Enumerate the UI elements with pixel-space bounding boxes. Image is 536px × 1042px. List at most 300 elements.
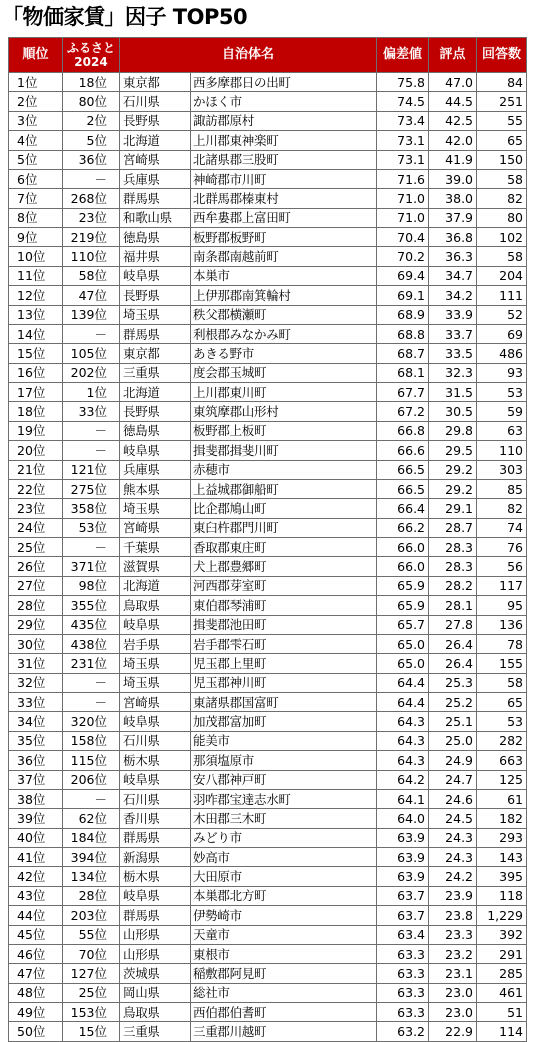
cell-prefecture: 兵庫県 bbox=[120, 460, 191, 479]
table-row bbox=[9, 1003, 527, 1022]
cell-responses: 65 bbox=[477, 693, 527, 712]
cell-score: 33.5 bbox=[429, 344, 477, 363]
cell-prefecture: 埼玉県 bbox=[120, 499, 191, 518]
table-row bbox=[9, 499, 527, 518]
table-body bbox=[9, 73, 527, 1042]
cell-prefecture: 山形県 bbox=[120, 944, 191, 963]
cell-municipality: 西多摩郡日の出町 bbox=[191, 73, 377, 92]
cell-furusato-rank: 58位 bbox=[63, 266, 120, 285]
cell-score: 27.8 bbox=[429, 615, 477, 634]
cell-deviation: 65.9 bbox=[377, 596, 429, 615]
cell-score: 24.2 bbox=[429, 867, 477, 886]
cell-responses: 95 bbox=[477, 596, 527, 615]
cell-deviation: 64.3 bbox=[377, 731, 429, 750]
cell-municipality: 岩手郡雫石町 bbox=[191, 634, 377, 653]
cell-responses: 155 bbox=[477, 654, 527, 673]
cell-prefecture: 栃木県 bbox=[120, 867, 191, 886]
cell-responses: 392 bbox=[477, 925, 527, 944]
cell-score: 26.4 bbox=[429, 654, 477, 673]
cell-prefecture: 和歌山県 bbox=[120, 208, 191, 227]
cell-municipality: 河西郡芽室町 bbox=[191, 576, 377, 595]
cell-responses: 282 bbox=[477, 731, 527, 750]
cell-municipality: 南条郡南越前町 bbox=[191, 247, 377, 266]
table-row bbox=[9, 131, 527, 150]
cell-furusato-rank: 33位 bbox=[63, 402, 120, 421]
cell-deviation: 66.0 bbox=[377, 557, 429, 576]
cell-furusato-rank: 25位 bbox=[63, 983, 120, 1002]
cell-deviation: 63.9 bbox=[377, 867, 429, 886]
cell-rank: 48位 bbox=[9, 983, 63, 1002]
header-deviation: 偏差値 bbox=[377, 38, 429, 73]
cell-responses: 84 bbox=[477, 73, 527, 92]
cell-furusato-rank: 62位 bbox=[63, 809, 120, 828]
cell-municipality: 稲敷郡阿見町 bbox=[191, 964, 377, 983]
table-row bbox=[9, 460, 527, 479]
cell-municipality: 西牟婁郡上富田町 bbox=[191, 208, 377, 227]
cell-responses: 251 bbox=[477, 92, 527, 111]
cell-responses: 74 bbox=[477, 518, 527, 537]
cell-prefecture: 石川県 bbox=[120, 92, 191, 111]
cell-furusato-rank: － bbox=[63, 693, 120, 712]
cell-deviation: 63.2 bbox=[377, 1022, 429, 1041]
cell-furusato-rank: － bbox=[63, 673, 120, 692]
cell-furusato-rank: 202位 bbox=[63, 363, 120, 382]
cell-rank: 31位 bbox=[9, 654, 63, 673]
cell-deviation: 64.3 bbox=[377, 712, 429, 731]
cell-municipality: 犬上郡豊郷町 bbox=[191, 557, 377, 576]
cell-rank: 37位 bbox=[9, 770, 63, 789]
cell-prefecture: 徳島県 bbox=[120, 421, 191, 440]
table-row bbox=[9, 266, 527, 285]
cell-score: 28.7 bbox=[429, 518, 477, 537]
cell-deviation: 66.6 bbox=[377, 441, 429, 460]
cell-deviation: 63.7 bbox=[377, 886, 429, 905]
cell-municipality: 三重郡川越町 bbox=[191, 1022, 377, 1041]
cell-responses: 56 bbox=[477, 557, 527, 576]
cell-responses: 82 bbox=[477, 499, 527, 518]
cell-deviation: 64.0 bbox=[377, 809, 429, 828]
table-row bbox=[9, 751, 527, 770]
cell-deviation: 65.0 bbox=[377, 654, 429, 673]
table-row bbox=[9, 111, 527, 130]
cell-deviation: 67.2 bbox=[377, 402, 429, 421]
cell-deviation: 68.7 bbox=[377, 344, 429, 363]
header-municipality: 自治体名 bbox=[120, 38, 377, 73]
cell-deviation: 64.1 bbox=[377, 789, 429, 808]
cell-municipality: 那須塩原市 bbox=[191, 751, 377, 770]
cell-deviation: 68.1 bbox=[377, 363, 429, 382]
cell-deviation: 69.1 bbox=[377, 286, 429, 305]
cell-municipality: 北群馬郡榛東村 bbox=[191, 189, 377, 208]
cell-furusato-rank: 203位 bbox=[63, 906, 120, 925]
table-row bbox=[9, 886, 527, 905]
cell-score: 23.9 bbox=[429, 886, 477, 905]
cell-prefecture: 兵庫県 bbox=[120, 169, 191, 188]
cell-prefecture: 群馬県 bbox=[120, 906, 191, 925]
cell-rank: 12位 bbox=[9, 286, 63, 305]
cell-deviation: 70.2 bbox=[377, 247, 429, 266]
cell-responses: 76 bbox=[477, 538, 527, 557]
cell-prefecture: 滋賀県 bbox=[120, 557, 191, 576]
cell-score: 28.1 bbox=[429, 596, 477, 615]
cell-municipality: 揖斐郡揖斐川町 bbox=[191, 441, 377, 460]
cell-score: 34.7 bbox=[429, 266, 477, 285]
cell-municipality: 大田原市 bbox=[191, 867, 377, 886]
cell-rank: 21位 bbox=[9, 460, 63, 479]
cell-score: 28.3 bbox=[429, 538, 477, 557]
cell-responses: 58 bbox=[477, 673, 527, 692]
cell-deviation: 65.9 bbox=[377, 576, 429, 595]
table-row bbox=[9, 712, 527, 731]
cell-municipality: 諏訪郡原村 bbox=[191, 111, 377, 130]
cell-prefecture: 香川県 bbox=[120, 809, 191, 828]
cell-rank: 4位 bbox=[9, 131, 63, 150]
cell-responses: 486 bbox=[477, 344, 527, 363]
cell-furusato-rank: 28位 bbox=[63, 886, 120, 905]
cell-responses: 395 bbox=[477, 867, 527, 886]
cell-deviation: 63.7 bbox=[377, 906, 429, 925]
table-row bbox=[9, 925, 527, 944]
cell-prefecture: 千葉県 bbox=[120, 538, 191, 557]
cell-furusato-rank: 371位 bbox=[63, 557, 120, 576]
cell-score: 26.4 bbox=[429, 634, 477, 653]
cell-furusato-rank: 121位 bbox=[63, 460, 120, 479]
cell-rank: 50位 bbox=[9, 1022, 63, 1041]
cell-responses: 182 bbox=[477, 809, 527, 828]
cell-furusato-rank: 355位 bbox=[63, 596, 120, 615]
cell-rank: 7位 bbox=[9, 189, 63, 208]
table-row bbox=[9, 867, 527, 886]
cell-furusato-rank: 435位 bbox=[63, 615, 120, 634]
cell-prefecture: 埼玉県 bbox=[120, 654, 191, 673]
cell-score: 31.5 bbox=[429, 383, 477, 402]
cell-responses: 63 bbox=[477, 421, 527, 440]
cell-responses: 136 bbox=[477, 615, 527, 634]
table-row bbox=[9, 538, 527, 557]
cell-score: 23.0 bbox=[429, 983, 477, 1002]
cell-deviation: 75.8 bbox=[377, 73, 429, 92]
cell-score: 28.2 bbox=[429, 576, 477, 595]
cell-deviation: 64.4 bbox=[377, 693, 429, 712]
cell-furusato-rank: 110位 bbox=[63, 247, 120, 266]
table-row bbox=[9, 964, 527, 983]
table-row bbox=[9, 479, 527, 498]
table-row bbox=[9, 363, 527, 382]
cell-rank: 9位 bbox=[9, 228, 63, 247]
cell-furusato-rank: 358位 bbox=[63, 499, 120, 518]
cell-score: 36.3 bbox=[429, 247, 477, 266]
cell-deviation: 66.0 bbox=[377, 538, 429, 557]
cell-furusato-rank: － bbox=[63, 789, 120, 808]
cell-rank: 27位 bbox=[9, 576, 63, 595]
header-furusato bbox=[63, 38, 120, 73]
cell-deviation: 63.4 bbox=[377, 925, 429, 944]
cell-prefecture: 岡山県 bbox=[120, 983, 191, 1002]
cell-responses: 55 bbox=[477, 111, 527, 130]
cell-score: 39.0 bbox=[429, 169, 477, 188]
table-row bbox=[9, 247, 527, 266]
cell-prefecture: 埼玉県 bbox=[120, 305, 191, 324]
cell-score: 47.0 bbox=[429, 73, 477, 92]
table-row bbox=[9, 324, 527, 343]
cell-deviation: 63.9 bbox=[377, 828, 429, 847]
cell-furusato-rank: － bbox=[63, 441, 120, 460]
cell-prefecture: 鳥取県 bbox=[120, 1003, 191, 1022]
table-row bbox=[9, 73, 527, 92]
cell-municipality: 板野郡板野町 bbox=[191, 228, 377, 247]
cell-furusato-rank: 1位 bbox=[63, 383, 120, 402]
cell-rank: 5位 bbox=[9, 150, 63, 169]
cell-responses: 1,229 bbox=[477, 906, 527, 925]
cell-score: 29.2 bbox=[429, 460, 477, 479]
cell-furusato-rank: － bbox=[63, 324, 120, 343]
cell-score: 37.9 bbox=[429, 208, 477, 227]
cell-rank: 33位 bbox=[9, 693, 63, 712]
cell-deviation: 64.4 bbox=[377, 673, 429, 692]
cell-prefecture: 鳥取県 bbox=[120, 596, 191, 615]
table-row bbox=[9, 169, 527, 188]
cell-furusato-rank: 158位 bbox=[63, 731, 120, 750]
cell-responses: 118 bbox=[477, 886, 527, 905]
cell-deviation: 63.3 bbox=[377, 964, 429, 983]
cell-responses: 53 bbox=[477, 383, 527, 402]
cell-rank: 42位 bbox=[9, 867, 63, 886]
table-row bbox=[9, 576, 527, 595]
cell-municipality: 度会郡玉城町 bbox=[191, 363, 377, 382]
cell-score: 34.2 bbox=[429, 286, 477, 305]
cell-furusato-rank: 2位 bbox=[63, 111, 120, 130]
cell-rank: 19位 bbox=[9, 421, 63, 440]
cell-rank: 13位 bbox=[9, 305, 63, 324]
table-row bbox=[9, 615, 527, 634]
table-row bbox=[9, 305, 527, 324]
table-row bbox=[9, 654, 527, 673]
table-row bbox=[9, 344, 527, 363]
cell-score: 25.3 bbox=[429, 673, 477, 692]
table-row bbox=[9, 1022, 527, 1041]
cell-prefecture: 東京都 bbox=[120, 73, 191, 92]
cell-prefecture: 東京都 bbox=[120, 344, 191, 363]
table-row bbox=[9, 983, 527, 1002]
cell-score: 36.8 bbox=[429, 228, 477, 247]
cell-prefecture: 山形県 bbox=[120, 925, 191, 944]
table-row bbox=[9, 228, 527, 247]
header-row bbox=[9, 38, 527, 73]
cell-rank: 36位 bbox=[9, 751, 63, 770]
cell-responses: 78 bbox=[477, 634, 527, 653]
cell-score: 42.0 bbox=[429, 131, 477, 150]
table-row bbox=[9, 809, 527, 828]
cell-prefecture: 長野県 bbox=[120, 402, 191, 421]
cell-rank: 41位 bbox=[9, 848, 63, 867]
cell-responses: 58 bbox=[477, 247, 527, 266]
table-row bbox=[9, 150, 527, 169]
cell-score: 29.5 bbox=[429, 441, 477, 460]
cell-deviation: 66.5 bbox=[377, 460, 429, 479]
cell-responses: 293 bbox=[477, 828, 527, 847]
cell-rank: 8位 bbox=[9, 208, 63, 227]
table-row bbox=[9, 441, 527, 460]
cell-municipality: 赤穂市 bbox=[191, 460, 377, 479]
cell-furusato-rank: 53位 bbox=[63, 518, 120, 537]
cell-rank: 2位 bbox=[9, 92, 63, 111]
cell-rank: 1位 bbox=[9, 73, 63, 92]
cell-furusato-rank: 153位 bbox=[63, 1003, 120, 1022]
cell-municipality: 天童市 bbox=[191, 925, 377, 944]
cell-furusato-rank: 18位 bbox=[63, 73, 120, 92]
cell-responses: 59 bbox=[477, 402, 527, 421]
cell-municipality: 香取郡東庄町 bbox=[191, 538, 377, 557]
cell-deviation: 71.6 bbox=[377, 169, 429, 188]
cell-prefecture: 長野県 bbox=[120, 111, 191, 130]
cell-furusato-rank: 127位 bbox=[63, 964, 120, 983]
cell-prefecture: 岐阜県 bbox=[120, 770, 191, 789]
cell-municipality: かほく市 bbox=[191, 92, 377, 111]
cell-prefecture: 熊本県 bbox=[120, 479, 191, 498]
cell-prefecture: 三重県 bbox=[120, 1022, 191, 1041]
cell-score: 38.0 bbox=[429, 189, 477, 208]
header-furusato-year: 2024 bbox=[74, 55, 108, 69]
cell-score: 23.1 bbox=[429, 964, 477, 983]
cell-score: 25.2 bbox=[429, 693, 477, 712]
cell-municipality: 本巣市 bbox=[191, 266, 377, 285]
cell-furusato-rank: 134位 bbox=[63, 867, 120, 886]
cell-prefecture: 石川県 bbox=[120, 789, 191, 808]
cell-responses: 110 bbox=[477, 441, 527, 460]
cell-responses: 65 bbox=[477, 131, 527, 150]
cell-furusato-rank: － bbox=[63, 421, 120, 440]
cell-responses: 303 bbox=[477, 460, 527, 479]
cell-rank: 30位 bbox=[9, 634, 63, 653]
cell-municipality: 上川郡東川町 bbox=[191, 383, 377, 402]
cell-rank: 15位 bbox=[9, 344, 63, 363]
cell-deviation: 66.8 bbox=[377, 421, 429, 440]
cell-responses: 53 bbox=[477, 712, 527, 731]
cell-score: 44.5 bbox=[429, 92, 477, 111]
cell-responses: 85 bbox=[477, 479, 527, 498]
cell-municipality: 揖斐郡池田町 bbox=[191, 615, 377, 634]
cell-prefecture: 茨城県 bbox=[120, 964, 191, 983]
cell-furusato-rank: 115位 bbox=[63, 751, 120, 770]
table-row bbox=[9, 944, 527, 963]
cell-rank: 44位 bbox=[9, 906, 63, 925]
cell-prefecture: 岩手県 bbox=[120, 634, 191, 653]
cell-score: 42.5 bbox=[429, 111, 477, 130]
cell-deviation: 73.1 bbox=[377, 131, 429, 150]
cell-responses: 204 bbox=[477, 266, 527, 285]
cell-rank: 18位 bbox=[9, 402, 63, 421]
table-row bbox=[9, 421, 527, 440]
cell-furusato-rank: 268位 bbox=[63, 189, 120, 208]
cell-rank: 32位 bbox=[9, 673, 63, 692]
cell-score: 24.5 bbox=[429, 809, 477, 828]
table-row bbox=[9, 906, 527, 925]
cell-municipality: 上川郡東神楽町 bbox=[191, 131, 377, 150]
cell-responses: 52 bbox=[477, 305, 527, 324]
table-row bbox=[9, 402, 527, 421]
cell-responses: 80 bbox=[477, 208, 527, 227]
header-responses: 回答数 bbox=[477, 38, 527, 73]
cell-deviation: 69.4 bbox=[377, 266, 429, 285]
cell-score: 24.3 bbox=[429, 828, 477, 847]
cell-responses: 111 bbox=[477, 286, 527, 305]
cell-prefecture: 岐阜県 bbox=[120, 615, 191, 634]
cell-rank: 46位 bbox=[9, 944, 63, 963]
cell-score: 32.3 bbox=[429, 363, 477, 382]
cell-rank: 39位 bbox=[9, 809, 63, 828]
cell-score: 33.7 bbox=[429, 324, 477, 343]
cell-score: 41.9 bbox=[429, 150, 477, 169]
cell-rank: 20位 bbox=[9, 441, 63, 460]
table-row bbox=[9, 693, 527, 712]
cell-prefecture: 群馬県 bbox=[120, 189, 191, 208]
cell-deviation: 63.3 bbox=[377, 983, 429, 1002]
cell-rank: 22位 bbox=[9, 479, 63, 498]
cell-prefecture: 徳島県 bbox=[120, 228, 191, 247]
cell-furusato-rank: 105位 bbox=[63, 344, 120, 363]
cell-prefecture: 石川県 bbox=[120, 731, 191, 750]
table-row bbox=[9, 828, 527, 847]
cell-rank: 25位 bbox=[9, 538, 63, 557]
cell-rank: 16位 bbox=[9, 363, 63, 382]
cell-score: 29.2 bbox=[429, 479, 477, 498]
cell-prefecture: 埼玉県 bbox=[120, 673, 191, 692]
cell-municipality: 西伯郡伯耆町 bbox=[191, 1003, 377, 1022]
cell-deviation: 64.3 bbox=[377, 751, 429, 770]
cell-rank: 34位 bbox=[9, 712, 63, 731]
cell-rank: 26位 bbox=[9, 557, 63, 576]
cell-responses: 69 bbox=[477, 324, 527, 343]
cell-score: 22.9 bbox=[429, 1022, 477, 1041]
cell-responses: 58 bbox=[477, 169, 527, 188]
table-row bbox=[9, 596, 527, 615]
table-row bbox=[9, 92, 527, 111]
cell-rank: 14位 bbox=[9, 324, 63, 343]
cell-responses: 285 bbox=[477, 964, 527, 983]
cell-score: 28.3 bbox=[429, 557, 477, 576]
cell-score: 30.5 bbox=[429, 402, 477, 421]
cell-furusato-rank: 184位 bbox=[63, 828, 120, 847]
cell-municipality: 木田郡三木町 bbox=[191, 809, 377, 828]
cell-deviation: 67.7 bbox=[377, 383, 429, 402]
cell-deviation: 65.7 bbox=[377, 615, 429, 634]
header-furusato-label: ふるさと bbox=[66, 41, 115, 55]
cell-score: 25.1 bbox=[429, 712, 477, 731]
cell-municipality: 妙高市 bbox=[191, 848, 377, 867]
cell-municipality: 東筑摩郡山形村 bbox=[191, 402, 377, 421]
cell-furusato-rank: 70位 bbox=[63, 944, 120, 963]
cell-deviation: 66.4 bbox=[377, 499, 429, 518]
cell-deviation: 66.5 bbox=[377, 479, 429, 498]
cell-rank: 35位 bbox=[9, 731, 63, 750]
cell-furusato-rank: － bbox=[63, 169, 120, 188]
cell-deviation: 71.0 bbox=[377, 189, 429, 208]
cell-prefecture: 宮崎県 bbox=[120, 693, 191, 712]
cell-municipality: 利根郡みなかみ町 bbox=[191, 324, 377, 343]
cell-responses: 61 bbox=[477, 789, 527, 808]
cell-score: 24.3 bbox=[429, 848, 477, 867]
cell-furusato-rank: 275位 bbox=[63, 479, 120, 498]
cell-municipality: 本巣郡北方町 bbox=[191, 886, 377, 905]
table-row bbox=[9, 383, 527, 402]
cell-score: 24.9 bbox=[429, 751, 477, 770]
cell-deviation: 74.5 bbox=[377, 92, 429, 111]
cell-score: 25.0 bbox=[429, 731, 477, 750]
cell-rank: 10位 bbox=[9, 247, 63, 266]
cell-responses: 114 bbox=[477, 1022, 527, 1041]
cell-prefecture: 新潟県 bbox=[120, 848, 191, 867]
cell-municipality: 東臼杵郡門川町 bbox=[191, 518, 377, 537]
